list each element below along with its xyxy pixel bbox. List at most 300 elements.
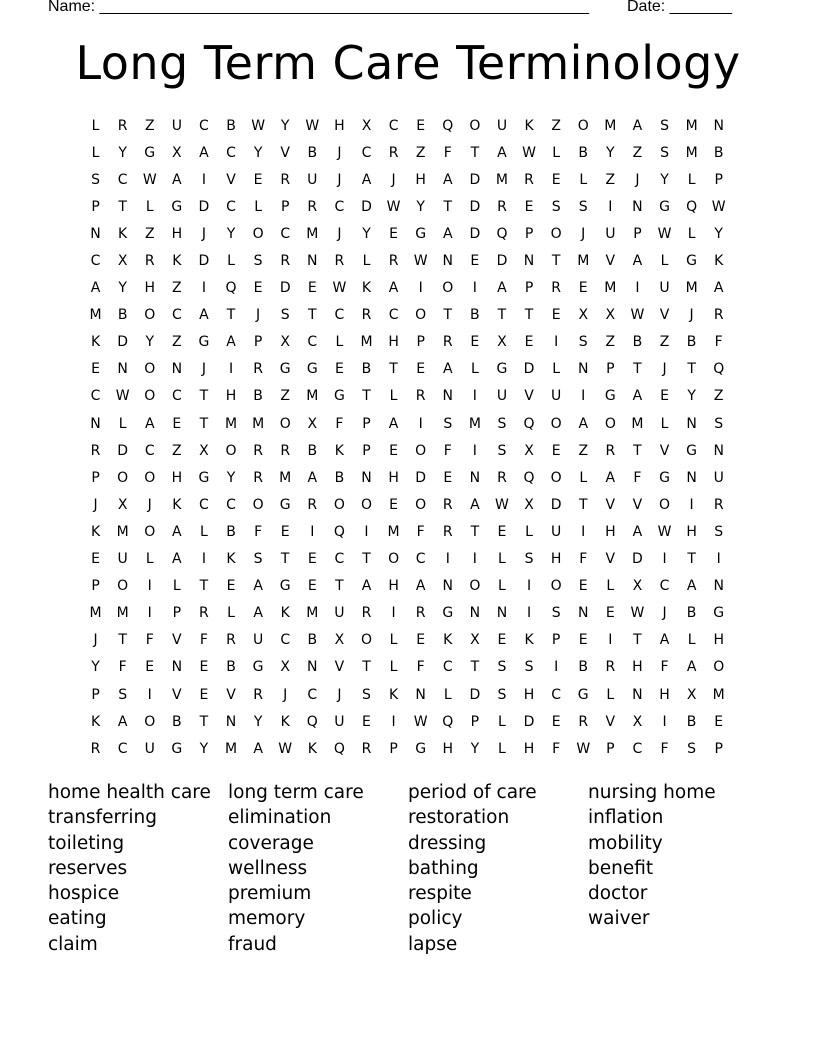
word-bank-item: transferring bbox=[48, 807, 157, 829]
grid-letter: V bbox=[226, 171, 236, 188]
grid-letter: U bbox=[659, 280, 670, 297]
grid-letter: O bbox=[279, 415, 291, 432]
grid-letter: G bbox=[577, 686, 589, 703]
grid-letter: M bbox=[495, 171, 508, 188]
grid-letter: R bbox=[226, 632, 236, 649]
grid-letter: R bbox=[361, 605, 372, 622]
grid-letter: M bbox=[360, 334, 373, 351]
grid-letter: T bbox=[199, 713, 209, 730]
grid-letter: F bbox=[443, 144, 452, 161]
grid-letter: K bbox=[361, 280, 372, 297]
grid-letter: A bbox=[497, 280, 507, 297]
grid-letter: M bbox=[224, 415, 238, 432]
grid-letter: G bbox=[279, 361, 291, 378]
grid-letter: U bbox=[117, 551, 128, 568]
grid-letter: M bbox=[685, 280, 698, 297]
grid-letter: P bbox=[389, 740, 398, 757]
grid-letter: M bbox=[89, 307, 102, 324]
grid-letter: A bbox=[307, 469, 318, 486]
grid-letter: T bbox=[308, 307, 317, 324]
grid-letter: S bbox=[578, 198, 588, 215]
grid-letter: Z bbox=[172, 442, 182, 459]
grid-letter: Q bbox=[523, 469, 535, 486]
grid-letter: E bbox=[524, 198, 534, 215]
grid-letter: I bbox=[445, 551, 450, 568]
grid-letter: L bbox=[660, 415, 669, 432]
grid-letter: K bbox=[280, 713, 290, 730]
grid-letter: Q bbox=[333, 740, 345, 757]
grid-letter: L bbox=[145, 198, 154, 215]
grid-letter: C bbox=[361, 144, 372, 161]
grid-letter: Z bbox=[144, 225, 155, 242]
grid-letter: V bbox=[524, 388, 534, 405]
grid-letter: I bbox=[310, 523, 315, 540]
grid-letter: C bbox=[334, 551, 345, 568]
grid-letter: R bbox=[497, 198, 507, 215]
grid-letter: V bbox=[659, 307, 670, 324]
grid-letter: K bbox=[280, 605, 290, 622]
grid-letter: M bbox=[224, 740, 238, 757]
grid-letter: T bbox=[687, 361, 696, 378]
grid-letter: B bbox=[361, 361, 372, 378]
grid-letter: B bbox=[632, 334, 643, 351]
grid-letter: I bbox=[554, 334, 559, 351]
grid-letter: A bbox=[199, 307, 209, 324]
grid-letter: A bbox=[442, 171, 453, 188]
grid-letter: A bbox=[172, 551, 182, 568]
grid-letter: E bbox=[524, 334, 534, 351]
grid-letter: S bbox=[280, 307, 290, 324]
word-bank-item: restoration bbox=[408, 807, 510, 829]
grid-letter: P bbox=[172, 605, 182, 622]
grid-letter: O bbox=[713, 659, 725, 676]
grid-letter: P bbox=[606, 740, 615, 757]
grid-letter: O bbox=[415, 307, 427, 324]
grid-letter: R bbox=[551, 280, 561, 297]
grid-letter: R bbox=[117, 117, 128, 134]
grid-letter: H bbox=[334, 117, 345, 134]
grid-letter: T bbox=[470, 523, 480, 540]
grid-letter: A bbox=[415, 578, 426, 595]
grid-letter: R bbox=[280, 442, 291, 459]
page-title: Long Term Care Terminology bbox=[75, 36, 741, 90]
grid-letter: T bbox=[118, 198, 127, 215]
grid-letter: C bbox=[226, 496, 236, 513]
word-bank-item: period of care bbox=[408, 782, 537, 803]
grid-letter: A bbox=[713, 280, 724, 297]
grid-letter: M bbox=[116, 605, 129, 622]
grid-letter: E bbox=[416, 632, 426, 649]
grid-letter: X bbox=[686, 686, 697, 703]
grid-letter: R bbox=[144, 253, 155, 270]
grid-letter: N bbox=[90, 225, 101, 242]
grid-letter: V bbox=[605, 713, 616, 730]
grid-letter: R bbox=[605, 442, 616, 459]
grid-letter: M bbox=[252, 415, 265, 432]
grid-letter: O bbox=[577, 117, 589, 134]
grid-letter: T bbox=[443, 198, 453, 215]
grid-letter: I bbox=[554, 659, 559, 676]
grid-letter: P bbox=[714, 740, 723, 757]
grid-letter: L bbox=[389, 388, 398, 405]
grid-letter: Y bbox=[687, 388, 696, 405]
grid-letter: X bbox=[334, 632, 345, 649]
grid-letter: M bbox=[468, 415, 481, 432]
grid-letter: L bbox=[687, 171, 696, 188]
grid-letter: C bbox=[442, 659, 453, 676]
grid-letter: A bbox=[226, 334, 236, 351]
grid-letter: X bbox=[497, 334, 507, 351]
grid-letter: J bbox=[337, 171, 342, 188]
grid-letter: P bbox=[362, 415, 371, 432]
grid-letter: R bbox=[253, 442, 263, 459]
grid-letter: I bbox=[391, 713, 396, 730]
grid-letter: I bbox=[147, 686, 152, 703]
grid-letter: I bbox=[581, 388, 586, 405]
grid-letter: B bbox=[307, 632, 318, 649]
grid-letter: A bbox=[686, 659, 697, 676]
grid-letter: X bbox=[280, 659, 290, 676]
grid-letter: Y bbox=[660, 171, 669, 188]
grid-letter: K bbox=[524, 117, 534, 134]
grid-letter: F bbox=[118, 659, 127, 676]
grid-letter: H bbox=[388, 578, 399, 595]
grid-letter: Q bbox=[225, 280, 237, 297]
grid-letter: N bbox=[577, 605, 589, 622]
grid-letter: G bbox=[415, 225, 427, 242]
grid-letter: P bbox=[633, 225, 642, 242]
grid-letter: I bbox=[608, 632, 613, 649]
grid-letter: M bbox=[685, 117, 698, 134]
grid-letter: C bbox=[551, 686, 562, 703]
grid-letter: A bbox=[632, 117, 643, 134]
grid-letter: H bbox=[659, 686, 670, 703]
grid-letter: I bbox=[201, 280, 206, 297]
grid-letter: X bbox=[199, 442, 209, 459]
grid-letter: L bbox=[579, 469, 588, 486]
grid-letter: O bbox=[117, 578, 129, 595]
grid-letter: F bbox=[633, 469, 642, 486]
grid-letter: E bbox=[280, 523, 290, 540]
grid-letter: E bbox=[660, 388, 669, 405]
grid-letter: N bbox=[632, 686, 643, 703]
word-bank-item: doctor bbox=[588, 883, 648, 905]
grid-letter: C bbox=[388, 307, 399, 324]
grid-letter: R bbox=[524, 171, 534, 188]
word-bank-item: long term care bbox=[228, 782, 364, 803]
grid-letter: C bbox=[199, 117, 209, 134]
grid-letter: D bbox=[523, 361, 535, 378]
grid-letter: J bbox=[337, 144, 342, 161]
grid-letter: E bbox=[307, 280, 317, 297]
grid-letter: D bbox=[469, 171, 481, 188]
grid-letter: L bbox=[660, 253, 669, 270]
grid-letter: B bbox=[713, 144, 724, 161]
grid-letter: I bbox=[472, 388, 477, 405]
grid-letter: V bbox=[280, 144, 290, 161]
grid-letter: M bbox=[306, 225, 319, 242]
grid-letter: F bbox=[579, 551, 588, 568]
grid-letter: I bbox=[526, 605, 532, 622]
grid-letter: D bbox=[469, 686, 481, 703]
grid-letter: R bbox=[415, 388, 426, 405]
grid-letter: Z bbox=[415, 144, 426, 161]
grid-letter: E bbox=[307, 578, 317, 595]
grid-letter: X bbox=[361, 117, 372, 134]
grid-letter: L bbox=[443, 686, 452, 703]
grid-letter: D bbox=[632, 551, 643, 568]
grid-letter: I bbox=[716, 551, 721, 568]
grid-letter: D bbox=[550, 496, 562, 513]
grid-letter: Y bbox=[606, 144, 615, 161]
grid-letter: K bbox=[90, 523, 101, 540]
grid-letter: E bbox=[416, 361, 426, 378]
grid-letter: P bbox=[524, 225, 534, 242]
grid-letter: F bbox=[199, 632, 208, 649]
grid-letter: R bbox=[388, 253, 399, 270]
grid-letter: A bbox=[497, 144, 507, 161]
grid-letter: Q bbox=[306, 713, 318, 730]
grid-letter: M bbox=[279, 469, 292, 486]
grid-letter: C bbox=[117, 740, 128, 757]
grid-letter: I bbox=[418, 415, 423, 432]
grid-letter: P bbox=[714, 171, 723, 188]
grid-letter: P bbox=[91, 198, 100, 215]
grid-letter: A bbox=[578, 415, 589, 432]
grid-letter: U bbox=[171, 117, 182, 134]
grid-letter: A bbox=[632, 388, 643, 405]
grid-letter: M bbox=[89, 605, 102, 622]
grid-letter: P bbox=[606, 361, 615, 378]
grid-letter: R bbox=[361, 740, 372, 757]
grid-letter: O bbox=[388, 551, 400, 568]
grid-letter: A bbox=[253, 578, 263, 595]
grid-letter: M bbox=[116, 523, 129, 540]
word-bank-item: elimination bbox=[228, 807, 332, 829]
grid-letter: N bbox=[117, 361, 128, 378]
grid-letter: T bbox=[470, 144, 480, 161]
grid-letter: A bbox=[361, 171, 372, 188]
grid-letter: M bbox=[604, 280, 617, 297]
grid-letter: N bbox=[713, 117, 724, 134]
grid-letter: D bbox=[279, 280, 291, 297]
grid-letter: Z bbox=[632, 144, 643, 161]
grid-letter: O bbox=[252, 225, 264, 242]
grid-letter: L bbox=[525, 523, 533, 540]
grid-letter: X bbox=[117, 496, 128, 513]
grid-letter: A bbox=[172, 523, 182, 540]
grid-letter: U bbox=[334, 605, 345, 622]
grid-letter: I bbox=[662, 713, 667, 730]
grid-letter: S bbox=[524, 551, 534, 568]
grid-letter: K bbox=[388, 686, 399, 703]
grid-letter: C bbox=[226, 198, 236, 215]
grid-letter: R bbox=[253, 469, 263, 486]
grid-letter: U bbox=[307, 171, 318, 188]
grid-letter: O bbox=[659, 496, 671, 513]
grid-letter: X bbox=[470, 632, 480, 649]
grid-letter: V bbox=[172, 632, 182, 649]
grid-letter: W bbox=[413, 713, 428, 730]
grid-letter: W bbox=[657, 225, 672, 242]
grid-letter: Q bbox=[442, 713, 454, 730]
grid-letter: L bbox=[579, 171, 588, 188]
grid-letter: C bbox=[334, 198, 345, 215]
grid-letter: F bbox=[254, 523, 263, 540]
word-bank-item bbox=[588, 932, 768, 957]
grid-letter: D bbox=[415, 469, 427, 486]
grid-letter: W bbox=[495, 496, 509, 513]
grid-letter: C bbox=[144, 442, 155, 459]
grid-letter: R bbox=[334, 253, 345, 270]
grid-letter: J bbox=[581, 225, 586, 242]
grid-letter: W bbox=[576, 740, 591, 757]
grid-letter: T bbox=[199, 578, 209, 595]
grid-letter: O bbox=[604, 415, 616, 432]
grid-letter: X bbox=[524, 442, 534, 459]
grid-letter: K bbox=[307, 740, 317, 757]
grid-letter: O bbox=[144, 307, 156, 324]
grid-letter: Q bbox=[333, 523, 345, 540]
grid-letter: W bbox=[386, 198, 401, 215]
grid-letter: Y bbox=[362, 225, 371, 242]
grid-letter: B bbox=[307, 442, 318, 459]
grid-letter: K bbox=[172, 496, 182, 513]
grid-letter: E bbox=[307, 551, 317, 568]
grid-letter: R bbox=[388, 144, 399, 161]
grid-letter: A bbox=[605, 469, 616, 486]
word-bank-item: policy bbox=[408, 908, 463, 930]
grid-letter: E bbox=[551, 307, 561, 324]
grid-letter: E bbox=[551, 171, 561, 188]
grid-letter: I bbox=[201, 551, 206, 568]
grid-letter: J bbox=[337, 686, 342, 703]
grid-letter: E bbox=[578, 280, 588, 297]
grid-letter: E bbox=[443, 469, 453, 486]
grid-letter: Z bbox=[551, 117, 561, 134]
grid-letter: L bbox=[606, 686, 615, 703]
grid-letter: E bbox=[551, 442, 561, 459]
grid-letter: J bbox=[662, 605, 667, 622]
grid-letter: A bbox=[253, 605, 263, 622]
grid-letter: Q bbox=[442, 117, 454, 134]
grid-letter: S bbox=[497, 659, 507, 676]
grid-letter: J bbox=[93, 632, 98, 649]
grid-letter: L bbox=[200, 523, 208, 540]
grid-letter: A bbox=[388, 415, 399, 432]
grid-letter: B bbox=[172, 713, 182, 730]
grid-letter: S bbox=[714, 523, 724, 540]
grid-letter: L bbox=[254, 198, 263, 215]
grid-letter: D bbox=[469, 198, 481, 215]
grid-letter: V bbox=[659, 442, 670, 459]
grid-letter: T bbox=[633, 632, 642, 649]
grid-letter: R bbox=[497, 469, 507, 486]
grid-letter: R bbox=[253, 686, 263, 703]
grid-letter: M bbox=[306, 388, 319, 405]
grid-letter: A bbox=[199, 144, 209, 161]
grid-letter: H bbox=[523, 686, 535, 703]
grid-letter: E bbox=[578, 632, 588, 649]
grid-letter: T bbox=[470, 659, 480, 676]
grid-letter: T bbox=[497, 307, 507, 324]
word-bank-item: wellness bbox=[228, 857, 308, 879]
grid-letter: S bbox=[551, 605, 561, 622]
grid-letter: S bbox=[497, 415, 507, 432]
grid-letter: N bbox=[686, 469, 697, 486]
letter-grid bbox=[82, 112, 732, 762]
grid-letter: W bbox=[332, 280, 347, 297]
grid-letter: Y bbox=[226, 469, 236, 486]
grid-letter: B bbox=[307, 144, 318, 161]
grid-letter: U bbox=[605, 225, 616, 242]
grid-letter: S bbox=[497, 442, 507, 459]
grid-letter: O bbox=[117, 469, 129, 486]
grid-letter: R bbox=[253, 361, 263, 378]
grid-letter: L bbox=[227, 605, 235, 622]
grid-letter: P bbox=[362, 442, 371, 459]
grid-letter: P bbox=[91, 686, 100, 703]
grid-letter: X bbox=[117, 253, 128, 270]
grid-letter: O bbox=[225, 442, 237, 459]
grid-letter: S bbox=[714, 415, 724, 432]
grid-letter: R bbox=[280, 253, 291, 270]
grid-letter: U bbox=[551, 388, 562, 405]
grid-letter: Z bbox=[605, 334, 616, 351]
grid-letter: A bbox=[442, 361, 453, 378]
grid-letter: G bbox=[171, 198, 183, 215]
grid-letter: H bbox=[171, 225, 183, 242]
grid-letter: H bbox=[686, 523, 697, 540]
grid-letter: I bbox=[526, 578, 532, 595]
grid-letter: S bbox=[362, 686, 371, 703]
grid-letter: P bbox=[524, 280, 534, 297]
grid-letter: W bbox=[657, 523, 672, 540]
grid-letter: F bbox=[714, 334, 723, 351]
grid-letter: W bbox=[305, 117, 320, 134]
grid-letter: N bbox=[442, 578, 453, 595]
grid-letter: C bbox=[90, 388, 101, 405]
grid-letter: D bbox=[469, 225, 481, 242]
grid-letter: Y bbox=[416, 198, 425, 215]
grid-letter: J bbox=[201, 361, 206, 378]
word-bank-item: claim bbox=[48, 933, 98, 955]
grid-letter: U bbox=[496, 388, 508, 405]
grid-letter: E bbox=[470, 253, 480, 270]
word-bank-item: respite bbox=[408, 883, 472, 905]
grid-letter: D bbox=[496, 253, 508, 270]
grid-letter: M bbox=[577, 253, 590, 270]
grid-letter: R bbox=[199, 605, 209, 622]
grid-letter: J bbox=[201, 225, 206, 242]
grid-letter: K bbox=[118, 225, 128, 242]
grid-letter: X bbox=[524, 496, 534, 513]
grid-letter: L bbox=[335, 334, 344, 351]
grid-letter: B bbox=[686, 334, 697, 351]
grid-letter: O bbox=[144, 523, 156, 540]
grid-letter: K bbox=[443, 632, 453, 649]
grid-letter: G bbox=[144, 144, 156, 161]
grid-letter: P bbox=[253, 334, 263, 351]
grid-letter: L bbox=[552, 144, 561, 161]
grid-letter: Y bbox=[118, 280, 127, 297]
grid-letter: F bbox=[145, 632, 154, 649]
grid-letter: W bbox=[142, 171, 157, 188]
grid-letter: O bbox=[550, 578, 562, 595]
grid-letter: Y bbox=[253, 713, 263, 730]
grid-letter: E bbox=[362, 713, 371, 730]
grid-letter: W bbox=[115, 388, 130, 405]
